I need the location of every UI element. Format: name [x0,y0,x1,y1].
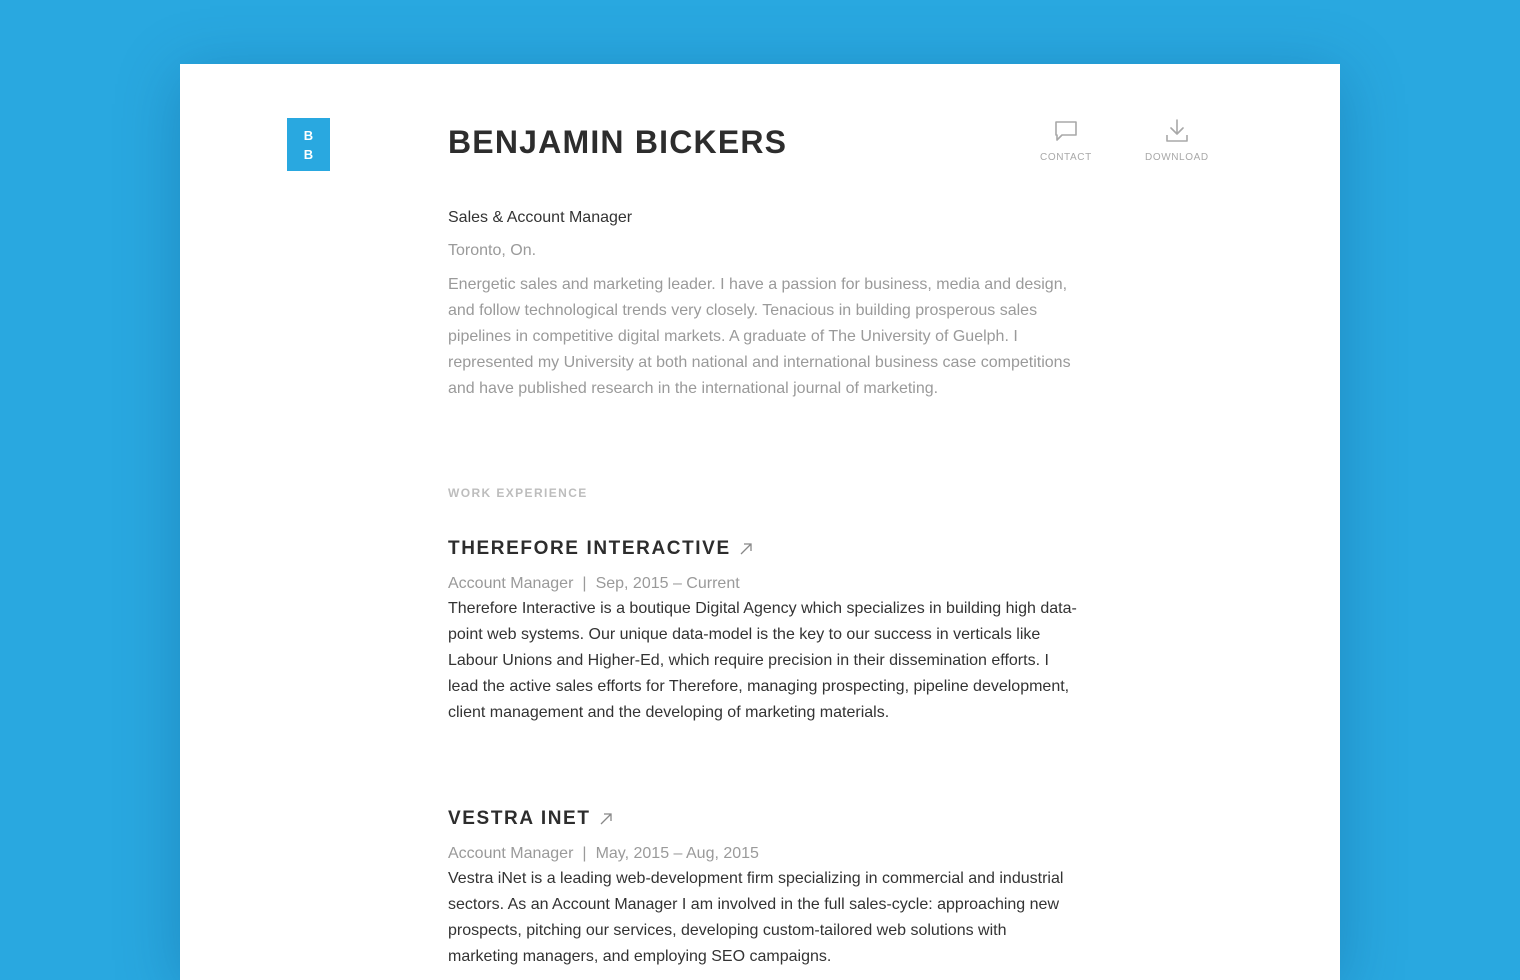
company-name: THEREFORE INTERACTIVE [448,538,731,559]
company-link[interactable] [448,808,1078,830]
chat-bubble-icon [1053,118,1079,144]
resume-content [448,206,1078,970]
logo-letter-top: B [303,127,314,143]
job-role: Account Manager [448,575,574,592]
job-description: Vestra iNet is a leading web-development firm specializing in commercial and industrial sectors. As an Account Manager I am involved in the full sales-cycle: approaching new prospects, pitching our services, developing custom-tailored web solutions with marketing managers, and employing SEO campaigns. [448,870,1064,965]
external-link-arrow-icon [599,812,613,826]
logo-letter-bottom: B [303,146,314,162]
company-name: VESTRA INET [448,808,591,829]
job-entry [448,538,1078,726]
external-link-arrow-icon [739,542,753,556]
download-label: DOWNLOAD [1145,152,1209,163]
logo-monogram[interactable] [287,118,330,171]
bio: Energetic sales and marketing leader. I have a passion for business, media and design, and follow technological trends very closely. Tenacious in building prosperous sales pipelines in competitive digital markets. A graduate of The University of Guelph. I represented my University at both national and international business case competitions and have published research in the international journal of marketing. [448,276,1071,397]
job-role: Account Manager [448,845,574,862]
download-button[interactable] [1145,118,1209,163]
job-entry [448,808,1078,970]
job-meta [448,572,1078,596]
job-dates: May, 2015 – Aug, 2015 [595,845,759,862]
contact-button[interactable] [1040,118,1092,163]
resume-card [180,64,1340,980]
meta-separator: | [582,845,587,862]
page-title: BENJAMIN BICKERS [448,124,788,160]
download-icon [1164,118,1190,144]
meta-separator: | [582,575,587,592]
contact-label: CONTACT [1040,152,1092,163]
job-description: Therefore Interactive is a boutique Digital Agency which specializes in building high data-point web systems. Our unique data-model is the key to our success in verticals like Labour Unions and Higher-Ed, which require precision in their dissemination efforts. I lead the active sales efforts for Therefore, managing prospecting, pipeline development, client management and the developing of marketing materials. [448,600,1077,721]
company-link[interactable] [448,538,1078,560]
work-experience-heading: WORK EXPERIENCE [448,486,588,500]
job-dates: Sep, 2015 – Current [595,575,740,592]
location: Toronto, On. [448,242,537,259]
job-meta [448,842,1078,866]
job-title: Sales & Account Manager [448,209,633,226]
